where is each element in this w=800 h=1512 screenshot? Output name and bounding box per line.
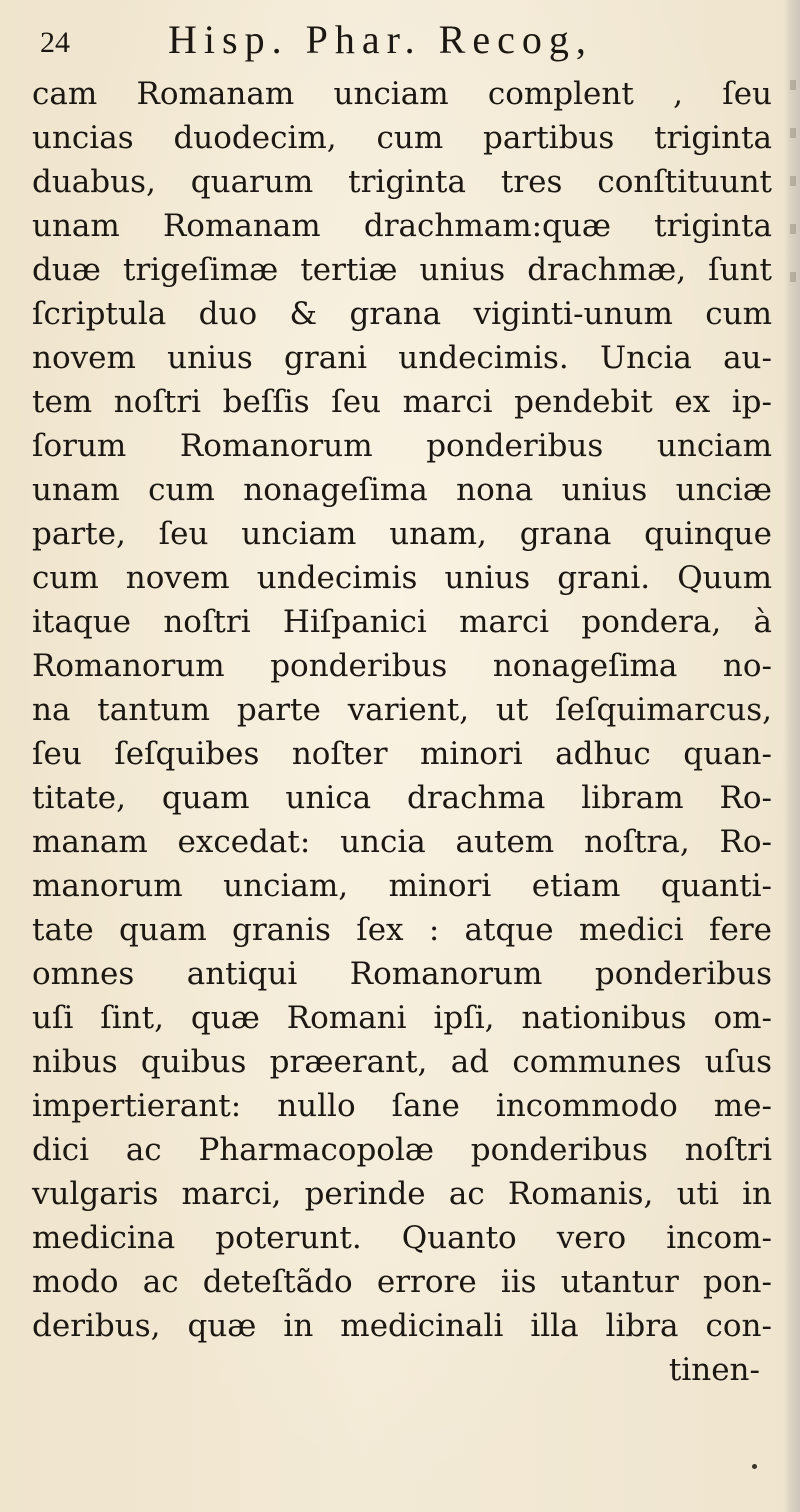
text-line: duæ trigeſimæ tertiæ unius drachmæ, ſunt (32, 252, 772, 288)
catchword: tinen- (668, 1352, 760, 1388)
text-line: Romanorum ponderibus nonageſima no- (32, 648, 772, 684)
ink-speck (752, 1464, 757, 1469)
text-line: duabus, quarum triginta tres conſtituunt (32, 164, 772, 200)
text-line: unam cum nonageſima nona unius unciæ (32, 472, 772, 508)
page-edge-marks (790, 80, 796, 320)
text-line: uncias duodecim, cum partibus triginta (32, 120, 772, 156)
text-line: ſorum Romanorum ponderibus unciam (32, 428, 772, 464)
text-line: cum novem undecimis unius grani. Quum (32, 560, 772, 596)
body-text (32, 72, 772, 1392)
text-line: tem noſtri beſſis ſeu marci pendebit ex ip- (32, 384, 772, 420)
text-line: vulgaris marci, perinde ac Romanis, uti in (32, 1176, 772, 1212)
running-title: Hisp. Phar. Recog, (168, 17, 593, 62)
page-number: 24 (40, 26, 70, 59)
text-line: novem unius grani undecimis. Uncia au- (32, 340, 772, 376)
text-line: cam Romanam unciam complent , ſeu (32, 76, 772, 112)
text-line: dici ac Pharmacopolæ ponderibus noſtri (32, 1132, 772, 1168)
text-line: ſcriptula duo & grana viginti-unum cum (32, 296, 772, 332)
text-line: tate quam granis ſex : atque medici fere (32, 912, 772, 948)
text-line: unam Romanam drachmam:quæ triginta (32, 208, 772, 244)
text-line: omnes antiqui Romanorum ponderibus (32, 956, 772, 992)
text-line: impertierant: nullo ſane incommodo me- (32, 1088, 772, 1124)
text-line: deribus, quæ in medicinali illa libra con- (32, 1308, 772, 1344)
text-line: manam excedat: uncia autem noſtra, Ro- (32, 824, 772, 860)
text-line: ſeu ſeſquibes noſter minori adhuc quan- (32, 736, 772, 772)
text-line: manorum unciam, minori etiam quanti- (32, 868, 772, 904)
text-line: medicina poterunt. Quanto vero incom- (32, 1220, 772, 1256)
text-line: na tantum parte varient, ut ſeſquimarcus, (32, 692, 772, 728)
text-line: parte, ſeu unciam unam, grana quinque (32, 516, 772, 552)
text-line: titate, quam unica drachma libram Ro- (32, 780, 772, 816)
text-line: uſi ſint, quæ Romani ipſi, nationibus om- (32, 1000, 772, 1036)
text-line: itaque noſtri Hiſpanici marci pondera, à (32, 604, 772, 640)
text-line: nibus quibus præerant, ad communes uſus (32, 1044, 772, 1080)
text-line: modo ac deteſtãdo errore iis utantur pon- (32, 1264, 772, 1300)
running-head (40, 16, 780, 72)
